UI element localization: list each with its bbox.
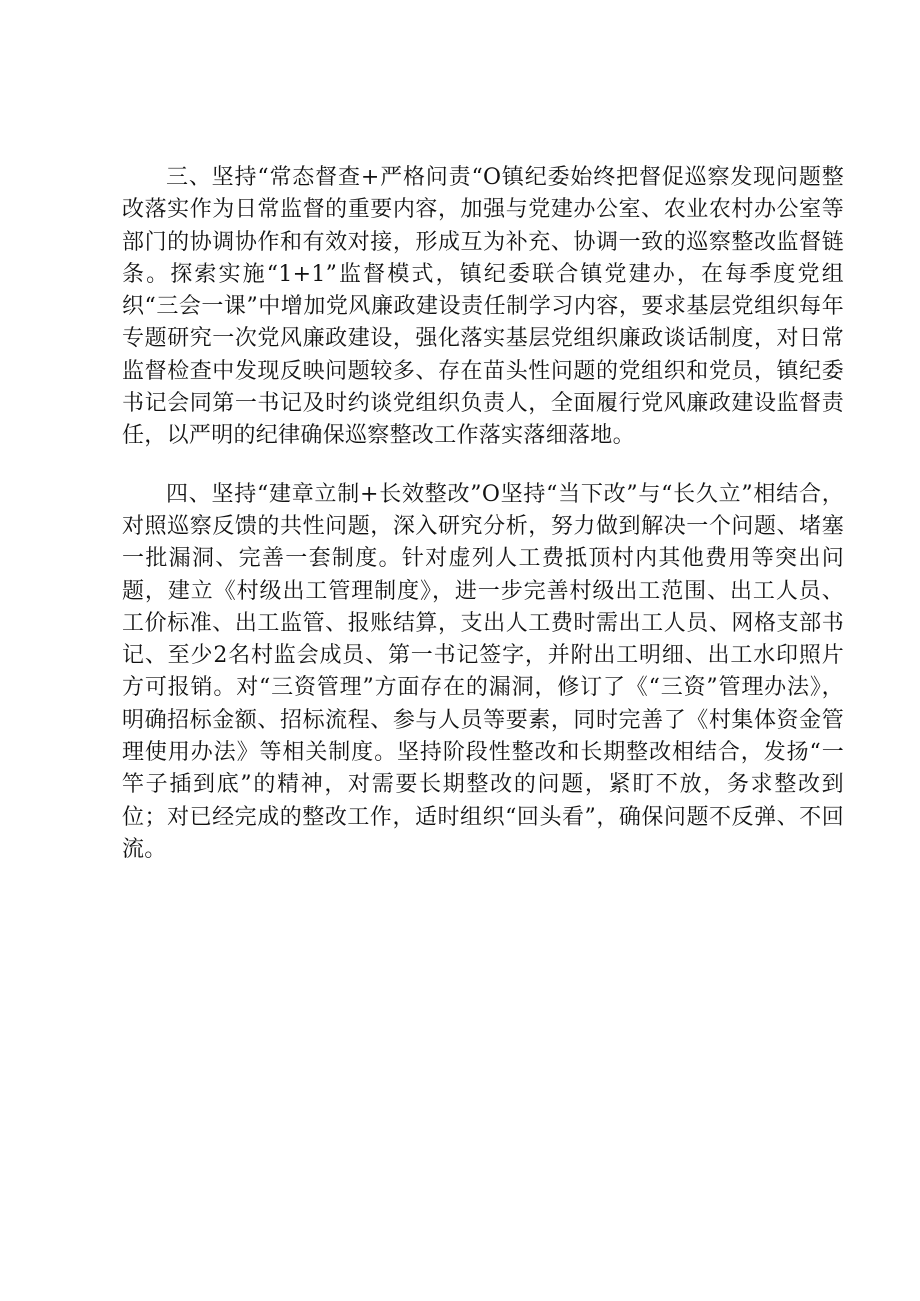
- document-body: [122, 162, 844, 866]
- paragraph-section-four: 四、坚持“建章立制+长效整改”O坚持“当下改”与“长久立”相结合，对照巡察反馈的共性问题，深入研究分析，努力做到解决一个问题、堵塞一批漏洞、完善一套制度。针对虚列人工费抵顶村内其他费用等突出问题，建立《村级出工管理制度》，进一步完善村级出工范围、出工人员、工价标准、出工监管、报账结算，支出人工费时需出工人员、网格支部书记、至少2名村监会成员、第一书记签字，并附出工明细、出工水印照片方可报销。对“三资管理”方面存在的漏洞，修订了《“三资”管理办法》，明确招标金额、招标流程、参与人员等要素，同时完善了《村集体资金管理使用办法》等相关制度。坚持阶段性整改和长期整改相结合，发扬“一竿子插到底”的精神，对需要长期整改的问题，紧盯不放，务求整改到位；对已经完成的整改工作，适时组织“回头看”，确保问题不反弹、不回流。: [122, 481, 844, 862]
- paragraph-section-three: 三、坚持“常态督查+严格问责“O镇纪委始终把督促巡察发现问题整改落实作为日常监督的重要内容，加强与党建办公室、农业农村办公室等部门的协调协作和有效对接，形成互为补充、协调一致的巡察整改监督链条。探索实施“1+1”监督模式，镇纪委联合镇党建办，在每季度党组织“三会一课”中增加党风廉政建设责任制学习内容，要求基层党组织每年专题研究一次党风廉政建设，强化落实基层党组织廉政谈话制度，对日常监督检查中发现反映问题较多、存在苗头性问题的党组织和党员，镇纪委书记会同第一书记及时约谈党组织负责人，全面履行党风廉政建设监督责任，以严明的纪律确保巡察整改工作落实落细落地。: [122, 165, 844, 449]
